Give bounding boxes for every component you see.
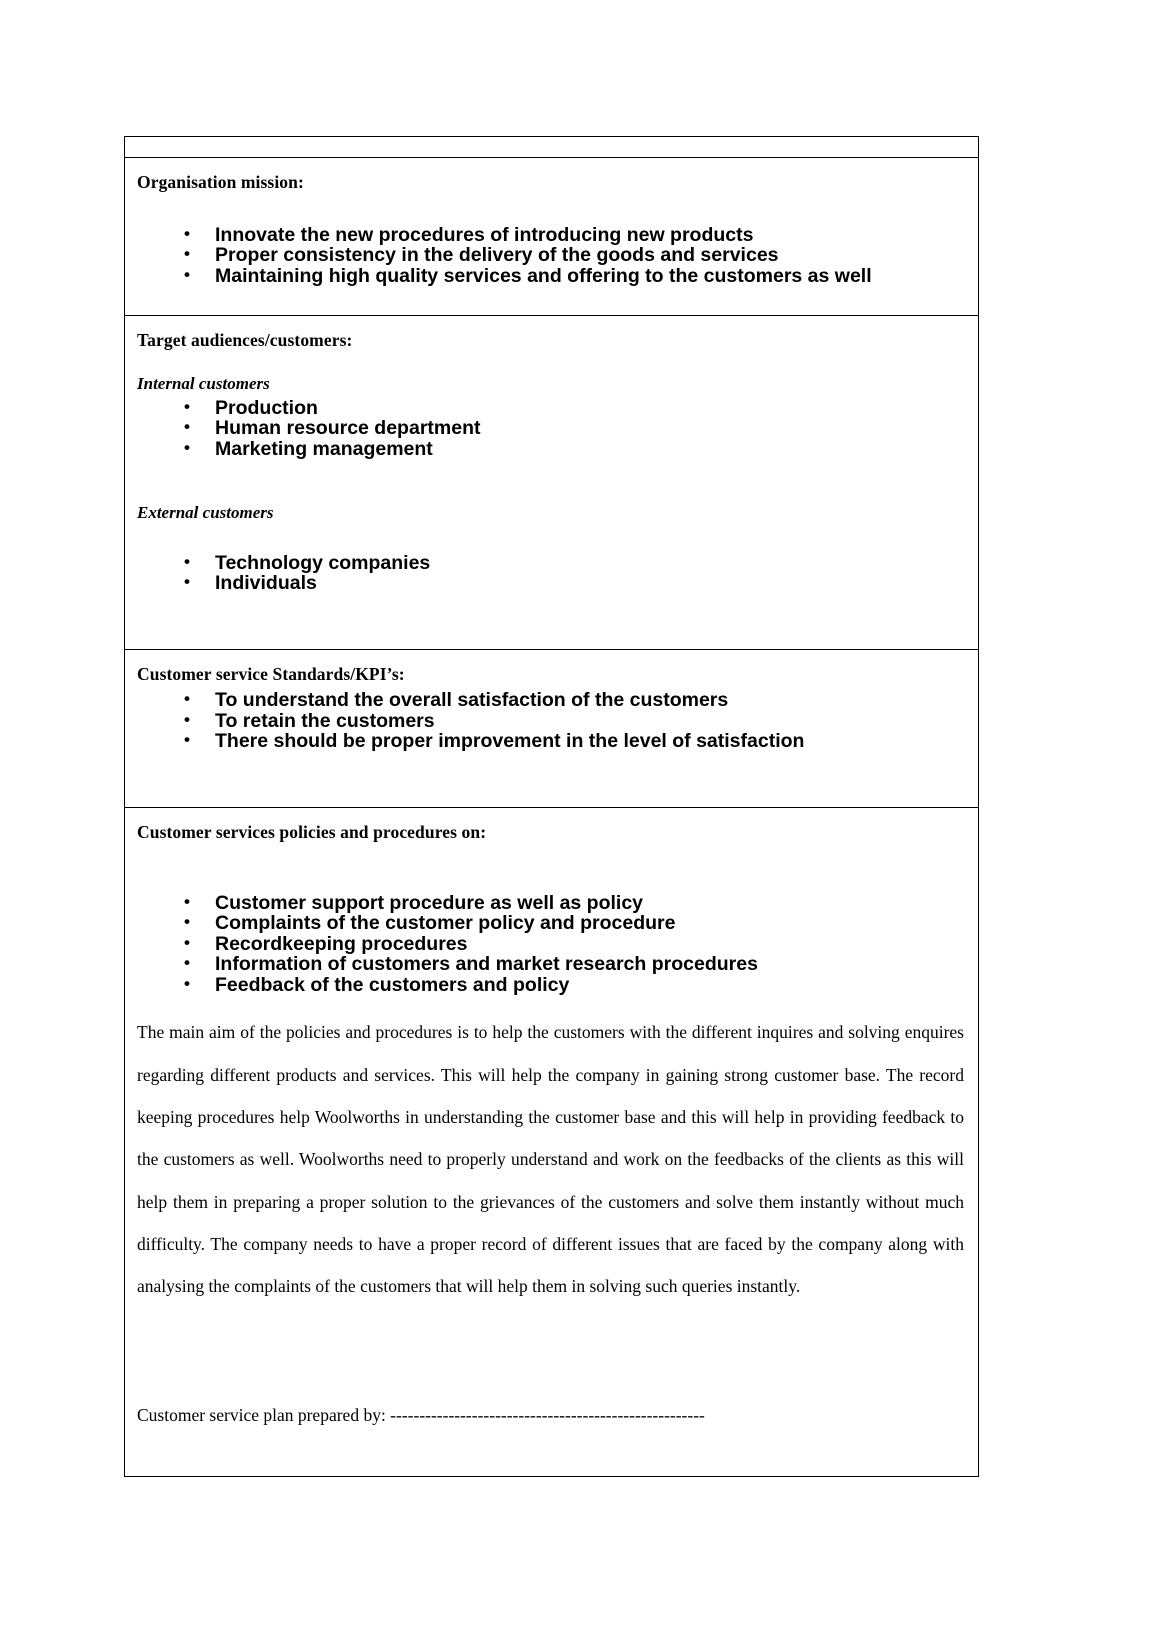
table-row: [125, 649, 979, 807]
list-item: • To retain the customers: [137, 712, 966, 732]
list-item: • To understand the overall satisfaction of the customers: [137, 691, 966, 711]
bullet-list-internal-customers: [137, 396, 966, 460]
section-heading-organisation-mission: Organisation mission:: [137, 172, 304, 192]
table-row-spacer: [125, 137, 979, 158]
vertical-gap: [137, 287, 966, 305]
list-item: • Proper consistency in the delivery of the goods and services: [137, 246, 966, 266]
vertical-gap: [137, 595, 966, 639]
vertical-gap: [137, 1308, 966, 1404]
list-item: • Technology companies: [137, 554, 966, 574]
list-item: • Human resource department: [137, 419, 966, 439]
vertical-gap: [137, 753, 966, 797]
section-heading-customer-service-standards: Customer service Standards/KPI’s:: [137, 663, 405, 684]
subheading-external-customers: External customers: [137, 503, 274, 523]
bullet-list-organisation-mission: [137, 223, 966, 287]
customer-service-plan-table: [124, 136, 979, 1477]
table-row: [125, 158, 979, 316]
list-item: • Customer support procedure as well as policy: [137, 894, 966, 914]
list-item: • Marketing management: [137, 440, 966, 460]
policies-body-paragraph: The main aim of the policies and procedures is to help the customers with the different inquires and solving enquires regarding different products and services. This will help the company in gaining strong customer base. The record keeping procedures help Woolworths in understanding the customer base and this will help in providing feedback to the customers as well. Woolworths need to properly understand and work on the feedbacks of the clients as this will help them in preparing a proper solution to the grievances of the customers and solve them instantly without much difficulty. The company needs to have a proper record of different issues that are faced by the company along with analysing the complaints of the customers that will help them in solving such queries instantly.: [137, 1022, 964, 1297]
section-heading-target-audiences: Target audiences/customers:: [137, 330, 353, 351]
list-item: • Innovate the new procedures of introducing new products: [137, 226, 966, 246]
list-item: • Maintaining high quality services and offering to the customers as well: [137, 267, 966, 287]
section-target-audiences: [125, 316, 979, 649]
list-item: • There should be proper improvement in the level of satisfaction: [137, 732, 966, 752]
section-customer-service-standards: [125, 649, 979, 807]
vertical-gap: [137, 528, 966, 554]
section-policies-and-procedures: [125, 807, 979, 1477]
list-item: • Individuals: [137, 574, 966, 594]
list-item: • Recordkeeping procedures: [137, 935, 966, 955]
vertical-gap: [137, 200, 966, 226]
section-organisation-mission: [125, 158, 979, 316]
table-row: [125, 807, 979, 1477]
list-item: • Feedback of the customers and policy: [137, 976, 966, 996]
vertical-gap: [137, 850, 966, 894]
list-item: • Information of customers and market research procedures: [137, 955, 966, 975]
vertical-gap: [137, 1426, 966, 1466]
bullet-list-policies-and-procedures: [137, 891, 966, 996]
subheading-internal-customers: Internal customers: [137, 374, 270, 394]
table-row: [125, 316, 979, 649]
spacer-cell: [125, 137, 979, 158]
list-item: • Complaints of the customer policy and procedure: [137, 914, 966, 934]
list-item: • Production: [137, 399, 966, 419]
section-heading-policies-and-procedures: Customer services policies and procedures on:: [137, 821, 487, 842]
bullet-list-external-customers: [137, 551, 966, 595]
prepared-by-line: Customer service plan prepared by: ------------------------------------------------------: [137, 1404, 705, 1425]
bullet-list-customer-service-standards: [137, 691, 966, 752]
